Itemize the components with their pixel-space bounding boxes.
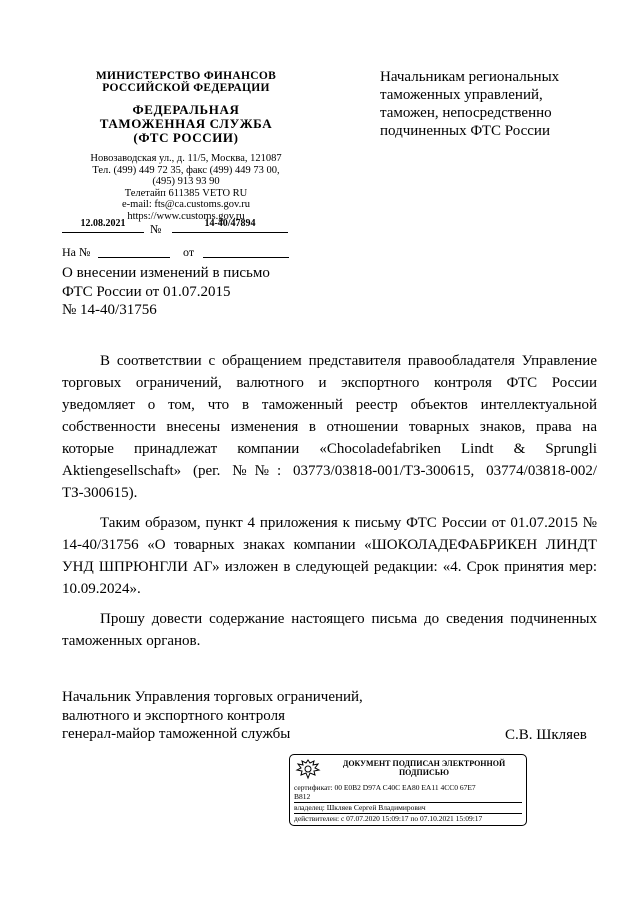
position-line-1: Начальник Управления торговых ограничений, (62, 689, 363, 705)
ministry-line-1: МИНИСТЕРСТВО ФИНАНСОВ (95, 70, 277, 82)
service-line-3: (ФТС РОССИИ) (133, 130, 239, 145)
addressee-line-3: таможен, непосредственно (380, 105, 552, 121)
service-name (62, 103, 310, 145)
letter-body (62, 350, 597, 660)
subject-line-1: О внесении изменений в письмо (62, 265, 270, 281)
stamp-title-line-1: ДОКУМЕНТ ПОДПИСАН ЭЛЕКТРОННОЙ (342, 759, 506, 768)
ministry-line-2: РОССИЙСКОЙ ФЕДЕРАЦИИ (102, 82, 270, 94)
e-signature-stamp (289, 754, 527, 826)
subject-line-3: № 14-40/31756 (62, 302, 157, 318)
stamp-certificate-line-1: сертификат: 00 E0B2 D97A C40C EA80 EA11 4CC0 67E7 (294, 783, 476, 792)
stamp-owner: владелец: Шкляев Сергей Владимирович (294, 803, 426, 812)
subject-line-2: ФТС России от 01.07.2015 (62, 283, 231, 300)
body-paragraph-3: Прошу довести содержание настоящего письма до сведения подчиненных таможенных органов. (62, 611, 597, 649)
address-line-3: (495) 913 93 90 (152, 176, 220, 187)
body-paragraph-1: В соответствии с обращением представителя правообладателя Управление торговых ограничений, валютного и экспортного контроля ФТС России уведомляет о том, что в таможенный реестр объектов интеллектуальной собственности внесены изменения в отношении товарных знаков, права на которые принадлежат компании «Chocoladefabriken Lindt & Sprungli Aktiengesellschaft» (рег. №№: 03773/03818-001/ТЗ-300615, 03774/03818-002/ТЗ-300615). (62, 353, 597, 501)
stamp-title (326, 759, 522, 777)
reply-to-date-line (203, 257, 289, 258)
address-line-2: Тел. (499) 449 72 35, факс (499) 449 73 00, (92, 164, 280, 176)
telex-line: Телетайп 611385 VETO RU (124, 187, 248, 199)
addressee-block (380, 68, 600, 140)
ministry-name (62, 70, 310, 94)
stamp-validity: действителен: с 07.07.2020 15:09:17 по 07.10.2021 15:09:17 (294, 814, 483, 823)
addressee-line-1: Начальникам региональных (380, 69, 560, 85)
website-line: https://www.customs.gov.ru (127, 210, 245, 222)
position-line-2: валютного и экспортного контроля (62, 707, 285, 724)
signatory-position (62, 688, 363, 744)
addressee-line-2: таможенных управлений, (380, 87, 543, 103)
letter-subject (62, 264, 312, 320)
reply-to-date-label: от (183, 245, 195, 259)
service-line-2: ТАМОЖЕННАЯ СЛУЖБА (99, 116, 273, 131)
eagle-emblem-icon (295, 758, 321, 780)
registration-number: 14-40/47894 (172, 218, 288, 233)
addressee-line-4: подчиненных ФТС России (380, 123, 550, 139)
signatory-name: С.В. Шкляев (505, 727, 587, 743)
body-paragraph-2: Таким образом, пункт 4 приложения к письму ФТС России от 01.07.2015 № 14-40/31756 «О товарных знаках компании «ШОКОЛАДЕФАБРИКЕН ЛИНДТ УНД ШПРЮНГЛИ АГ» изложен в следующей редакции: «4. Срок принятия мер: 10.09.2024». (62, 515, 597, 597)
address-line-1: Новозаводская ул., д. 11/5, Москва, 121087 (90, 153, 282, 164)
reply-to-number-label: На № (62, 245, 91, 259)
stamp-title-line-2: ПОДПИСЬЮ (398, 768, 450, 777)
registration-number-label: № (150, 222, 162, 236)
reply-to-number-line (98, 257, 170, 258)
service-line-1: ФЕДЕРАЛЬНАЯ (132, 102, 240, 117)
position-line-3: генерал-майор таможенной службы (62, 726, 291, 742)
email-line: e-mail: fts@ca.customs.gov.ru (122, 199, 250, 210)
registration-date: 12.08.2021 (62, 218, 144, 233)
letterhead (62, 70, 310, 222)
letterhead-contacts (62, 153, 310, 222)
stamp-certificate-line-2: B812 (294, 792, 311, 801)
